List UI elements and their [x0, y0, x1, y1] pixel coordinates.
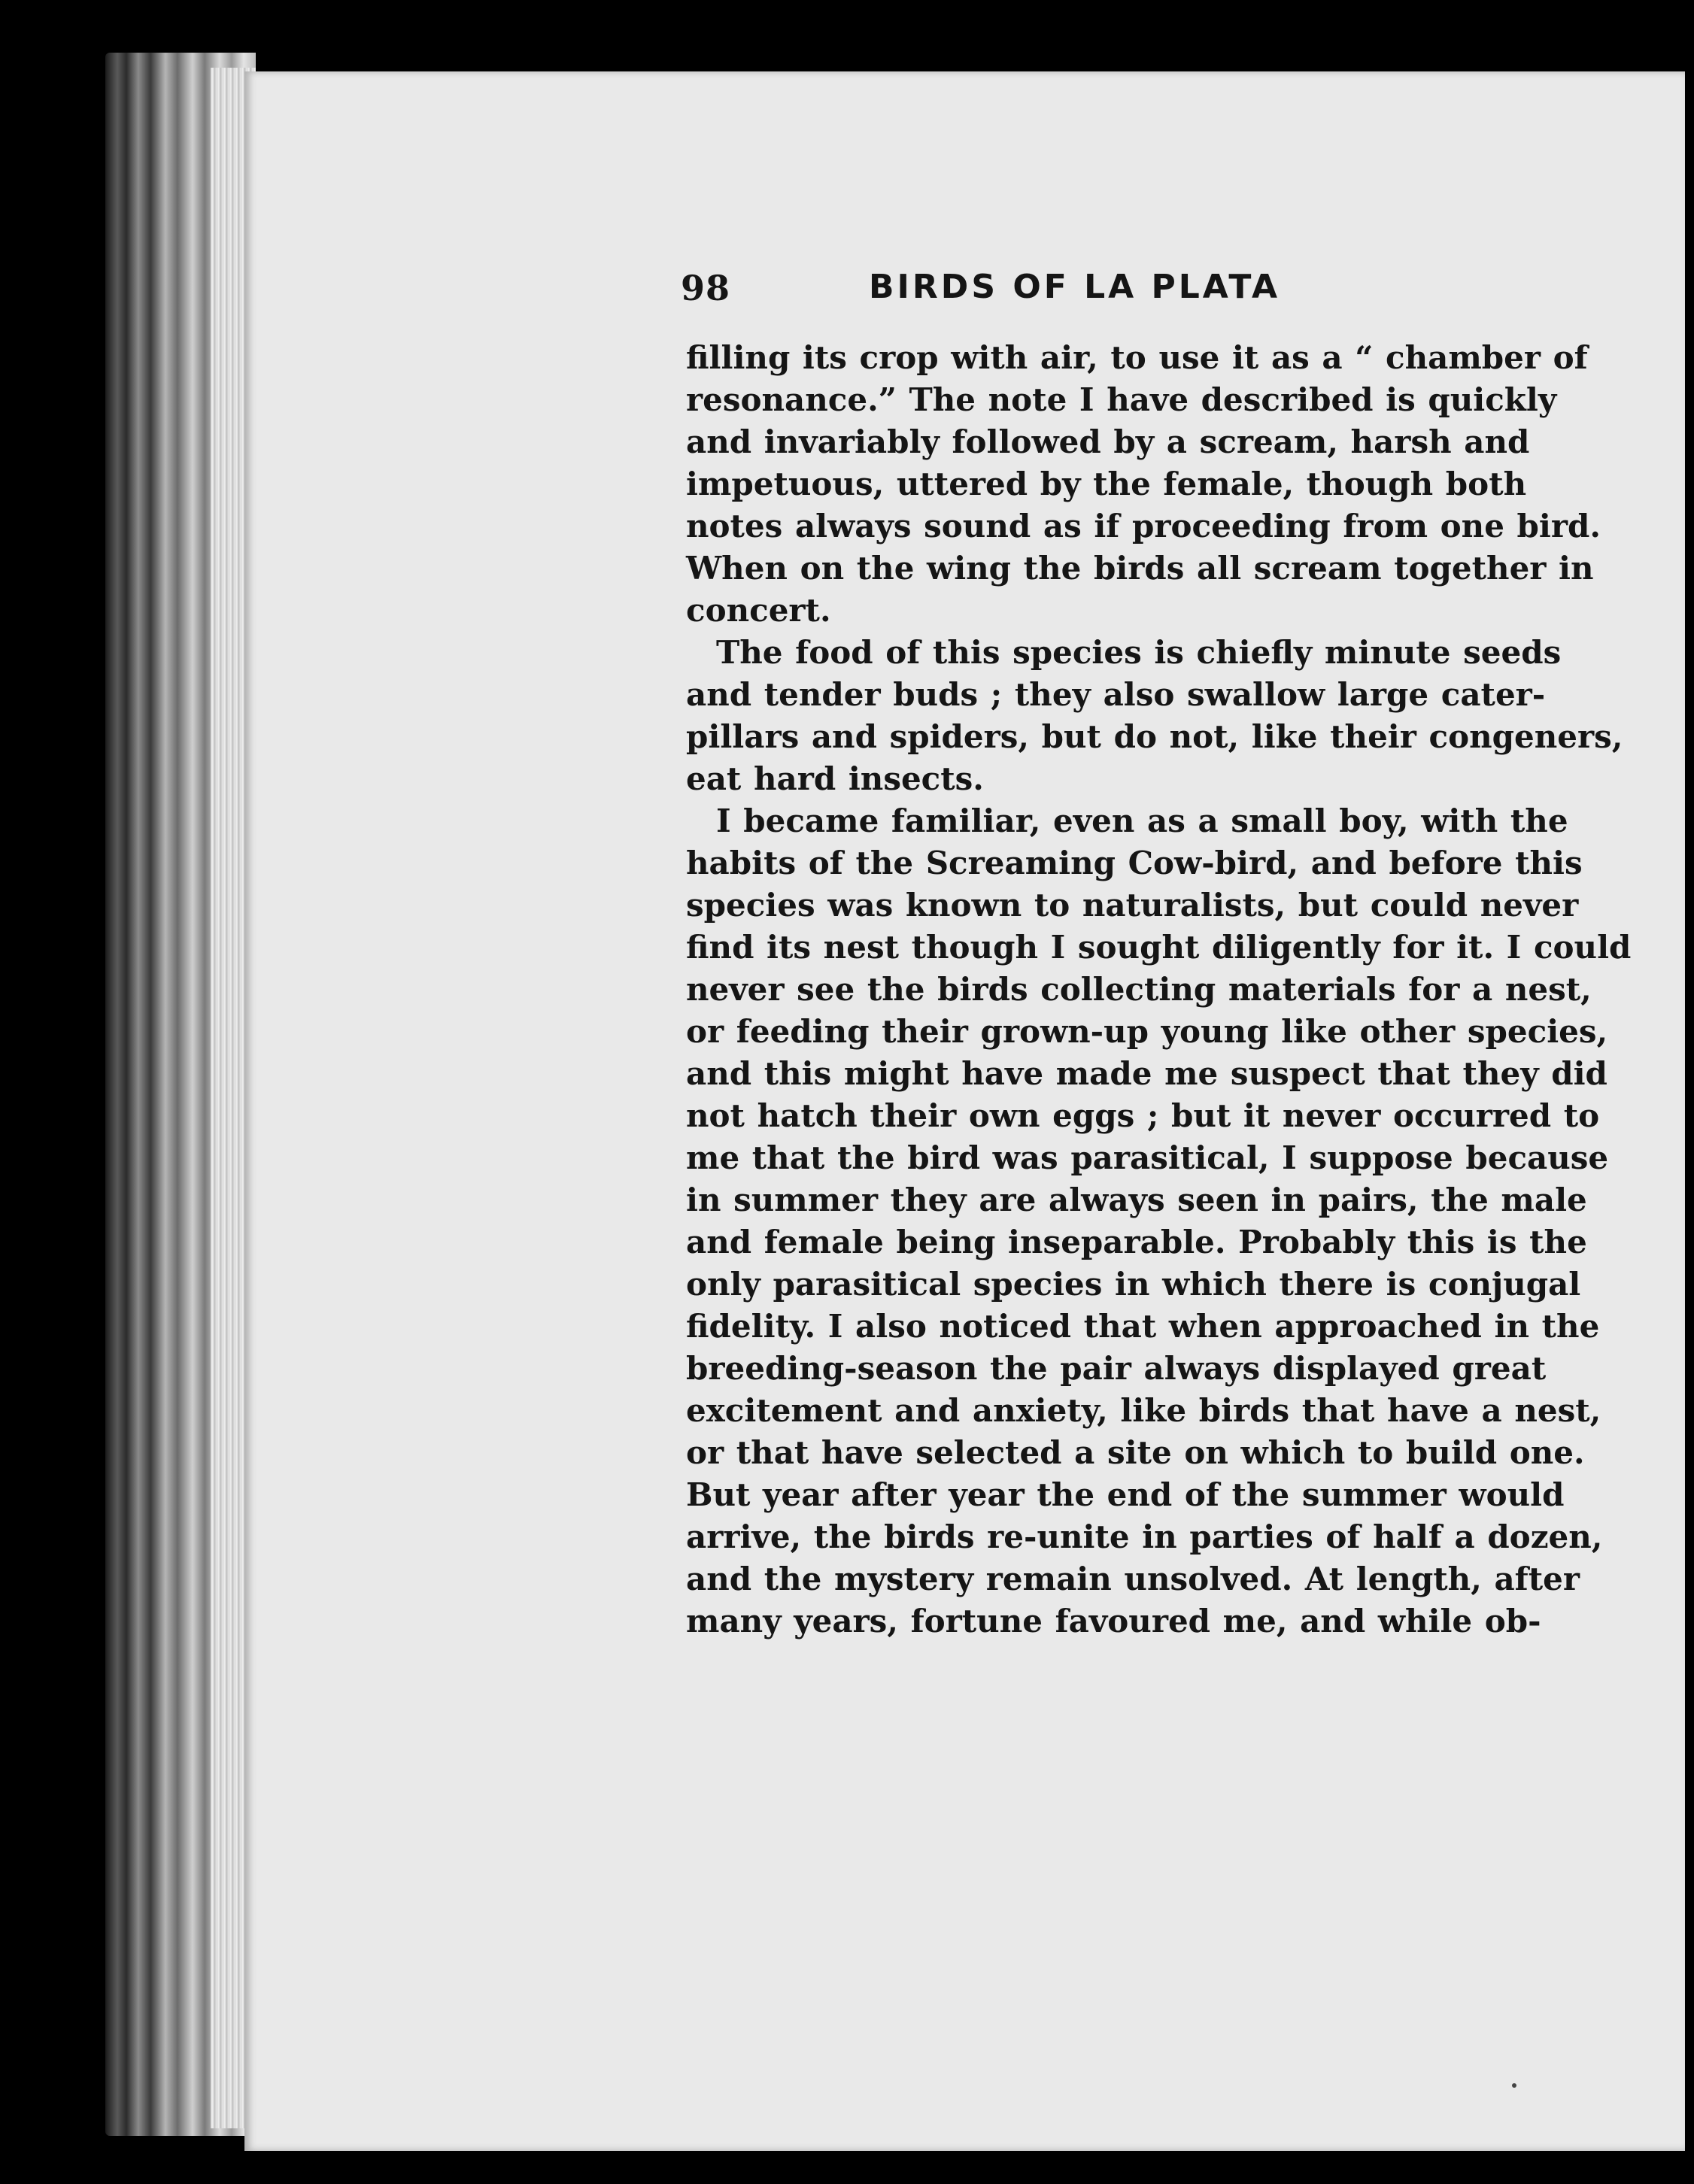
running-title: BIRDS OF LA PLATA [869, 268, 1281, 306]
text-line: only parasitical species in which there is conjugal [686, 1266, 1581, 1303]
text-line: me that the bird was parasitical, I suppose because [686, 1139, 1609, 1176]
text-line: never see the birds collecting materials for a nest, [686, 971, 1592, 1008]
text-line: excitement and anxiety, like birds that have a nest, [686, 1392, 1601, 1429]
body-text [686, 337, 1632, 1643]
page-number: 98 [681, 268, 731, 308]
text-line: not hatch their own eggs ; but it never occurred to [686, 1097, 1600, 1134]
text-line: and female being inseparable. Probably this is the [686, 1224, 1587, 1260]
text-line: fidelity. I also noticed that when approached in the [686, 1308, 1600, 1345]
text-line: and the mystery remain unsolved. At length, after [686, 1561, 1580, 1597]
text-line: I became familiar, even as a small boy, with the [716, 802, 1568, 839]
dust-speck [1512, 2083, 1516, 2088]
text-line: habits of the Screaming Cow-bird, and before this [686, 845, 1583, 881]
text-line: The food of this species is chiefly minute seeds [716, 634, 1562, 671]
text-line: species was known to naturalists, but could never [686, 887, 1579, 924]
text-line: impetuous, uttered by the female, though both [686, 466, 1527, 502]
text-line: breeding-season the pair always displayed great [686, 1350, 1547, 1387]
text-line: eat hard insects. [686, 760, 984, 797]
text-line: or that have selected a site on which to build one. [686, 1434, 1585, 1471]
text-line: find its nest though I sought diligently for it. I could [686, 929, 1632, 966]
text-line: and invariably followed by a scream, harsh and [686, 423, 1530, 460]
text-line: But year after year the end of the summer would [686, 1476, 1565, 1513]
text-line: notes always sound as if proceeding from one bird. [686, 508, 1601, 544]
text-line: arrive, the birds re-unite in parties of half a dozen, [686, 1518, 1603, 1555]
text-line: concert. [686, 592, 831, 629]
text-line: and tender buds ; they also swallow large cater- [686, 676, 1546, 713]
text-line: and this might have made me suspect that they did [686, 1055, 1607, 1092]
page-header [681, 268, 1328, 320]
text-line: many years, fortune favoured me, and while ob- [686, 1603, 1541, 1640]
text-line: filling its crop with air, to use it as a “ chamber of [686, 339, 1588, 376]
text-line: When on the wing the birds all scream together in [686, 550, 1594, 587]
text-line: pillars and spiders, but do not, like their congeners, [686, 718, 1623, 755]
text-line: or feeding their grown-up young like other species, [686, 1013, 1608, 1050]
text-line: resonance.” The note I have described is quickly [686, 381, 1557, 418]
text-line: in summer they are always seen in pairs, the male [686, 1181, 1587, 1218]
